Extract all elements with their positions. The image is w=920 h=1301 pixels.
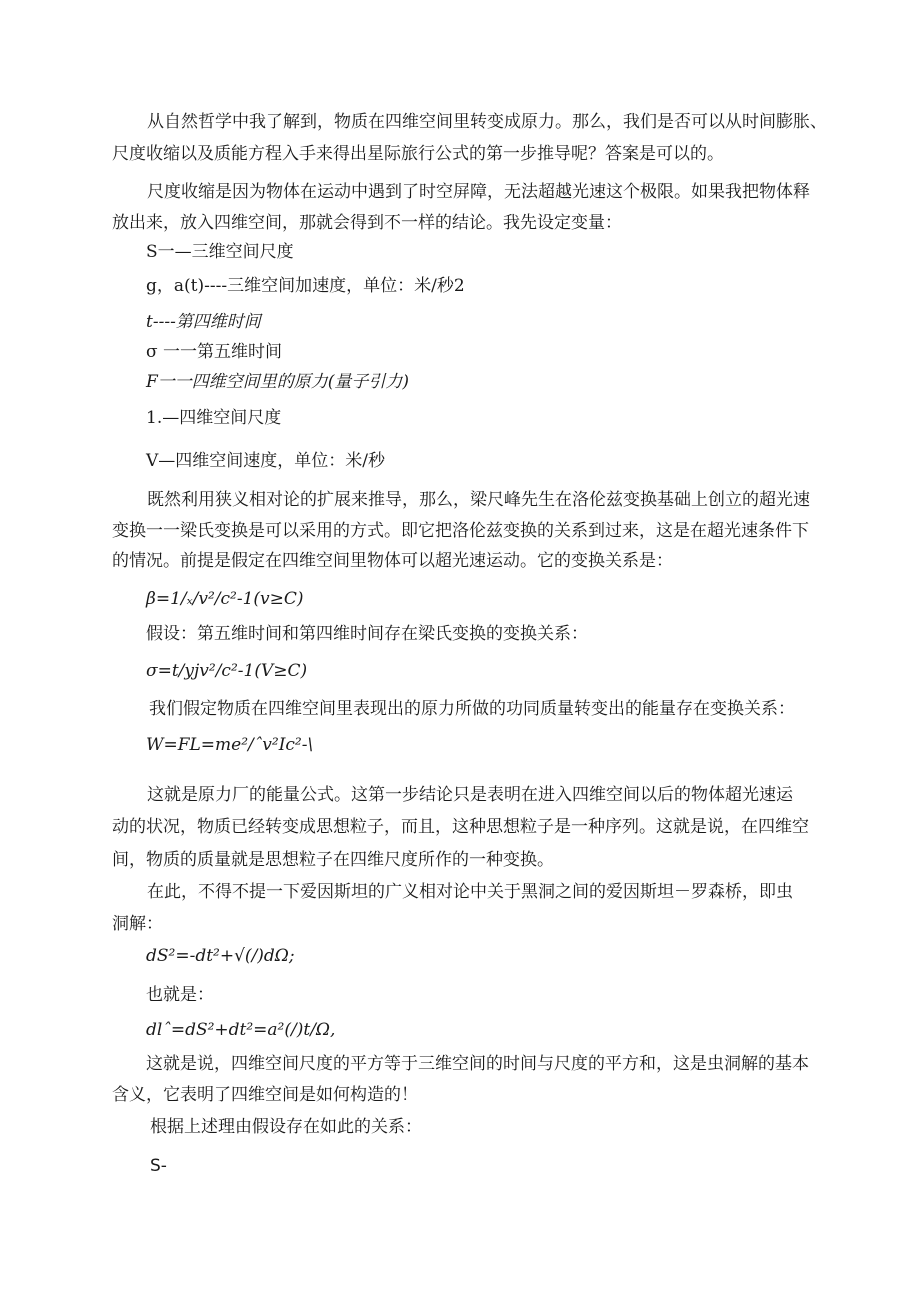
paragraph-5-line-1: 这就是原力厂的能量公式。这第一步结论只是表明在进入四维空间以后的物体超光速运 bbox=[147, 785, 793, 805]
equation-beta: β=1/ₓ/v²/c²-1(v≥C) bbox=[146, 589, 304, 609]
paragraph-3-line-2: 变换一一梁氏变换是可以采用的方式。即它把洛伦兹变换的关系到过来，这是在超光速条件下 bbox=[112, 521, 809, 541]
paragraph-7-line-1: 这就是说，四维空间尺度的平方等于三维空间的时间与尺度的平方和，这是虫洞解的基本 bbox=[146, 1054, 809, 1074]
variable-sigma: σ 一一第五维时间 bbox=[146, 342, 283, 362]
equation-w: W=FL=me²/ˆv²Ic²-\ bbox=[146, 735, 314, 755]
paragraph-6-line-1: 在此，不得不提一下爱因斯坦的广义相对论中关于黑洞之间的爱因斯坦－罗森桥，即虫 bbox=[147, 882, 793, 902]
variable-t: t----第四维时间 bbox=[146, 312, 261, 332]
variable-v: V—四维空间速度，单位：米/秒 bbox=[146, 451, 386, 471]
paragraph-4: 我们假定物质在四维空间里表现出的原力所做的功同质量转变出的能量存在变换关系： bbox=[149, 699, 795, 719]
paragraph-5-line-2: 动的状况，物质已经转变成思想粒子，而且，这种思想粒子是一种序列。这就是说，在四维空 bbox=[112, 817, 809, 837]
paragraph-2-line-1: 尺度收缩是因为物体在运动中遇到了时空屏障，无法超越光速这个极限。如果我把物体释 bbox=[147, 182, 810, 202]
variable-1: 1.—四维空间尺度 bbox=[146, 408, 282, 428]
paragraph-1-line-2: 尺度收缩以及质能方程入手来得出星际旅行公式的第一步推导呢？答案是可以的。 bbox=[112, 144, 724, 164]
paragraph-1-line-1: 从自然哲学中我了解到，物质在四维空间里转变成原力。那么，我们是否可以从时间膨胀、 bbox=[147, 112, 827, 132]
equation-sigma: σ=t/yjv²/c²-1(V≥C) bbox=[146, 661, 308, 681]
variable-g: g，a(t)----三维空间加速度，单位：米/秒2 bbox=[146, 276, 465, 296]
equation-ds: dS²=-dt²+√(/)dΩ; bbox=[146, 946, 295, 966]
paragraph-3-line-3: 的情况。前提是假定在四维空间里物体可以超光速运动。它的变换关系是： bbox=[112, 551, 673, 571]
paragraph-6-line-2: 洞解： bbox=[112, 914, 163, 934]
variable-s: S一—三维空间尺度 bbox=[146, 242, 294, 262]
last-line: S- bbox=[150, 1156, 167, 1176]
equation-dl: dlˆ=dS²+dt²=a²(/)t/Ω, bbox=[146, 1020, 336, 1040]
assumption-text: 假设：第五维时间和第四维时间存在梁氏变换的变换关系： bbox=[146, 624, 588, 644]
variable-f: F一一四维空间里的原力(量子引力) bbox=[146, 372, 410, 392]
paragraph-7-line-2: 含义，它表明了四维空间是如何构造的！ bbox=[112, 1085, 418, 1105]
paragraph-3-line-1: 既然利用狭义相对论的扩展来推导，那么，梁尺峰先生在洛伦兹变换基础上创立的超光速 bbox=[147, 490, 810, 510]
also-text: 也就是： bbox=[146, 985, 214, 1005]
paragraph-2-line-2: 放出来，放入四维空间，那就会得到不一样的结论。我先设定变量： bbox=[112, 213, 622, 233]
paragraph-5-line-3: 间，物质的质量就是思想粒子在四维尺度所作的一种变换。 bbox=[112, 850, 554, 870]
paragraph-8: 根据上述理由假设存在如此的关系： bbox=[150, 1117, 422, 1137]
